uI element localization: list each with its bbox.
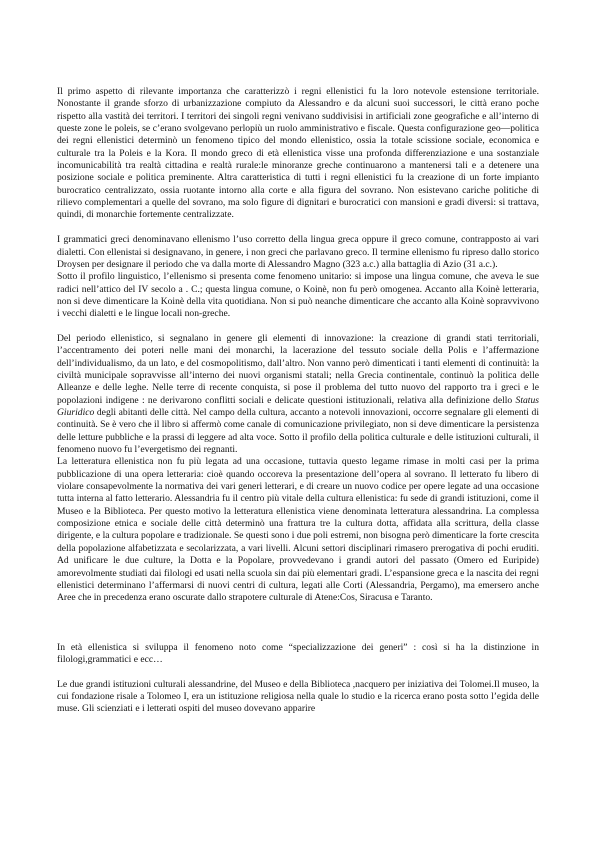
body-line: il problema del tutto nuovo del rapporto tra i greci e le popolazioni indigene : ne derivarono conflitti sociali e <box>57 382 539 406</box>
body-line: Tolomei.Il museo, la cui fondazione risale a Tolomeo I, era un istituzione religiosa nella quale lo studio e la <box>57 678 539 702</box>
body-line: alle Corti (Alessandria, Pergamo), ma emersero anche Aree che in precedenza erano oscurate dallo strapotere <box>57 579 539 604</box>
body-line: popolare e tradizionale. Se questi sono i due poli estremi, non bisogna però dimenticare la forte crescita della <box>57 530 539 554</box>
body-line: successori, le città erano poche rispetto alla vastità dei territori. I territori dei singoli regni venivano <box>57 98 539 122</box>
body-line: sovrano. Non esistevano cariche politiche di rilievo complementari a quelle del sovrano, ma solo figure di <box>57 184 539 209</box>
body-line: Del periodo ellenistico, si segnalano in genere gli elementi di innovazione: la creazione di grandi stati <box>57 332 493 344</box>
body-line: Le due grandi istituzioni culturali alessandrine, del Museo e della Biblioteca ,nacquero per iniziativa dei <box>57 678 458 690</box>
body-line: della cultura ellenistica: fu sede di grandi istituzioni, come il Museo e la Biblioteca. Per questo motivo la <box>57 493 539 517</box>
body-line: (Omero ed Euripide) amorevolmente studiati dai filologi ed usati nella scuola sin dai più elementari gradi. <box>57 555 540 579</box>
body-line: filologi,grammatici e ecc… <box>57 653 163 665</box>
body-line: popolazione alfabetizzata e secolarizzata, a vari livelli. Alcuni settori disciplinari rimasero prerogativa di <box>78 542 485 554</box>
body-line: I grammatici greci denominavano ellenismo l’uso corretto della lingua greca oppure il greco comune, <box>57 234 458 246</box>
italic-term: Status Giuridico <box>57 394 539 419</box>
paragraph-spacer <box>57 666 539 678</box>
body-line: Sotto il profilo linguistico, l’ellenismo si presenta come fenomeno unitario: si impose una lingua comune, <box>57 271 472 283</box>
body-line: omogenea. Accanto alla Koinè letteraria, non si deve dimenticare la Koinè della vita quotidiana. Non si può <box>57 283 539 307</box>
body-line: determinò un fenomeno tipico del mondo ellenistico, ossia la totale scissione sociale, economica e culturale <box>57 135 539 159</box>
body-line-with-italic: delicate questioni istituzionali, relativa alla definizione dello Status Giuridico degli abitanti delle città. Nel <box>57 394 539 419</box>
body-line: L’espansione greca e la nascita dei regni ellenistici determinano l’affermarsi di nuovi centri di cultura, legati <box>57 567 539 591</box>
body-line: Il primo aspetto di rilevante importanza che caratterizzò i regni ellenistici fu la loro notevole estensione <box>57 86 492 97</box>
paragraph-specialization <box>57 642 539 667</box>
body-line: perlopiù un ruolo amministrativo e fiscale. Questa configurazione geo—politica dei regni ellenistici <box>57 123 539 147</box>
body-line: detenere una posizione sociale e politica preminente. Altra caratteristica di tutti i regni ellenistici fu la <box>57 160 539 184</box>
body-line: i tanti elementi di continuità: la civiltà municipale sopravvisse all’interno dei nuovi organismi statali; nella <box>57 357 540 381</box>
body-line: territoriali, l’accentramento dei poteri nelle mani dei monarchi, la lacerazione del tessuto sociale della Polis e <box>57 332 539 357</box>
paragraph-hellenism-language <box>57 234 539 320</box>
body-line: creazione di un forte impianto burocratico centralizzato, ossia ruotante intorno alla corte e alla figura del <box>57 172 539 196</box>
body-line: che aveva le sue radici nell’attico del IV secolo a . C.; questa lingua comune, o Koinè, non fu però <box>57 271 540 295</box>
body-line: delle letture pubbliche e la prassi di leggere ad alta voce. Sotto il profilo della politica culturale e delle <box>57 431 454 443</box>
body-line: La letteratura ellenistica non fu più legata ad una occasione, tuttavia questo legame rimase in molti casi per <box>57 456 502 468</box>
body-line: contrapposto ai vari dialetti. Con ellenistai si designavano, in genere, i non greci che parlavano greco. Il <box>57 234 539 258</box>
body-line: letteratura ellenistica viene denominata letteratura alessandrina. La complessa composizione etnica e sociale <box>57 505 539 530</box>
body-line: territoriale. Nonostante il grande sforzo di urbanizzazione compiuto da Alessandro e da alcuni suoi <box>57 86 539 110</box>
body-line: la prima pubblicazione di una opera letteraria: cioè quando occoreva la presentazione dell’opera al sovrano. <box>57 456 539 480</box>
body-line: dignitari e burocratici con mansioni e gradi diversi: si trattava, quindi, di monarchie fortemente centralizzate. <box>57 197 539 221</box>
paragraph-spacer <box>57 605 539 642</box>
body-line: Grecia continentale, continuò la politica delle Alleanze e delle leghe. Nelle terre di recente conquista, si pose <box>57 370 539 394</box>
body-line: codice per opere legate ad una occasione tutta interna al fatto letterario. Alessandria fu il centro più vitale <box>57 481 539 505</box>
body-line: suddivisisi in artificiali zone geografiche e all’interno di queste zone le poleis, se c’erano svolgevano <box>57 110 539 135</box>
body-line: neanche dimenticare che accanto alla Koinè sopravvivono i vecchi dialetti e le lingue locali non-greche. <box>57 295 539 320</box>
body-line: termine ellenismo fu ripreso dallo storico Droysen per designare il periodo che va dalla morte di Alessandro <box>57 246 540 270</box>
paragraph-museum-library <box>57 679 539 716</box>
body-line: delle città determinò una frattura tre la cultura dotta, affidata alla scrittura, della classe dirigente, e la cultura <box>57 518 539 542</box>
body-line: l’affermazione dell’individualismo, da un lato, e del cosmopolitismo, dall’altro. Non vanno però dimenticati <box>57 345 539 369</box>
paragraph-spacer <box>57 321 539 333</box>
body-line: campo della cultura, accanto a notevoli innovazioni, occorre segnalare gli elementi di continuità. Se è vero <box>57 407 539 431</box>
body-line: Il letterato fu libero di violare consapevolmente la normativa dei vari generi letterari, e di creare un nuovo <box>57 468 540 493</box>
body-line: In età ellenistica si sviluppa il fenomeno noto come “specializzazione dei generi” : così si ha la distinzione in <box>57 641 539 653</box>
body-line: tra la Poleis e la Kora. Il mondo greco di età ellenistica visse una profonda differenziazione e una sostanziale <box>94 147 539 159</box>
body-line: che il libro si affermò come canale di comunicazione privilegiato, non si deve dimenticare la persistenza <box>138 419 539 431</box>
paragraph-hellenistic-kingdoms <box>57 86 539 222</box>
body-line: istituzioni culturali, il fenomeno nuovo fu l’evergetismo dei regnanti. <box>57 431 539 456</box>
body-line: culturale di Atene:Cos, Siracusa e Taranto. <box>269 592 433 604</box>
paragraph-innovation-continuity <box>57 333 539 605</box>
body-line: Magno (323 a.c.) alla battaglia di Azio (31 a.c.). <box>313 258 498 270</box>
body-line: pochi eruditi. Ad unificare le due culture, la Dotta e la Popolare, provvedevano i grandi autori del passato <box>57 542 540 567</box>
body-line: incomunicabilità tra realtà cittadina e realtà rurale:le minoranze greche continuarono a mantenersi tali e a <box>57 160 485 172</box>
body-line: ricerca erano posta sotto l’egida delle muse. Gli scienziati e i letterati ospiti del museo dovevano apparire <box>57 690 540 715</box>
paragraph-spacer <box>57 222 539 234</box>
